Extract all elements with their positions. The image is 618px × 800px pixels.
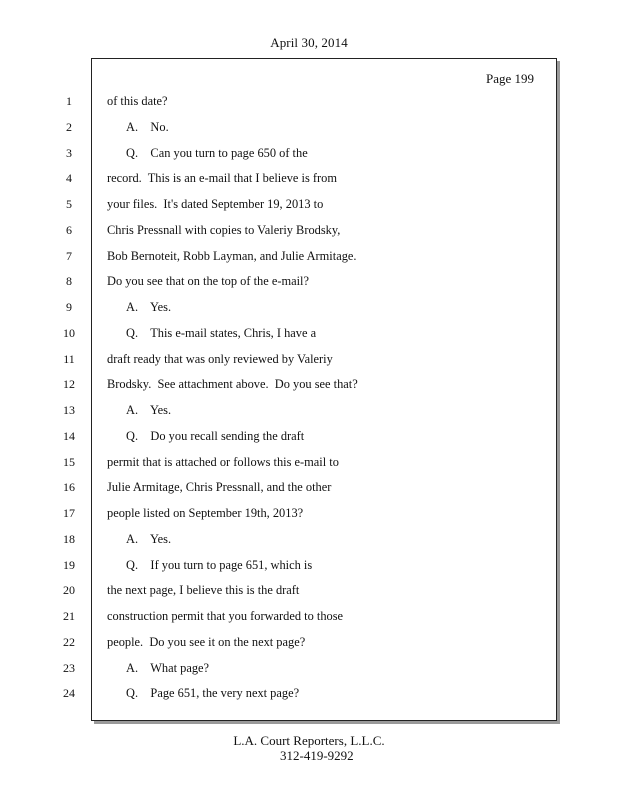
line-number: 20 xyxy=(63,583,75,598)
transcript-line: Brodsky. See attachment above. Do you see that? xyxy=(107,377,358,392)
line-number: 19 xyxy=(63,557,75,572)
line-number: 3 xyxy=(66,145,72,160)
line-number: 14 xyxy=(63,428,75,443)
transcript-line: Chris Pressnall with copies to Valeriy Brodsky, xyxy=(107,222,341,237)
transcript-line: draft ready that was only reviewed by Valeriy xyxy=(107,351,333,366)
transcript-line: Q. Do you recall sending the draft xyxy=(126,428,305,443)
transcript-line: people. Do you see it on the next page? xyxy=(107,634,306,649)
transcript-line: A. Yes. xyxy=(126,300,172,314)
transcript-line: record. This is an e-mail that I believe is from xyxy=(107,171,337,186)
line-number: 17 xyxy=(63,506,75,520)
line-number: 7 xyxy=(66,248,72,263)
transcript-line: Q. Page 651, the very next page? xyxy=(126,686,300,701)
line-number: 5 xyxy=(66,197,72,211)
transcript-line: people listed on September 19th, 2013? xyxy=(107,506,304,520)
line-number: 18 xyxy=(63,531,75,546)
line-number: 9 xyxy=(66,300,72,314)
line-number: 15 xyxy=(63,454,75,469)
transcript-lines xyxy=(107,89,547,707)
line-number: 10 xyxy=(63,325,75,340)
line-number: 12 xyxy=(63,377,75,392)
transcript-line: your files. It's dated September 19, 2013 to xyxy=(107,197,324,211)
transcript-line: A. Yes. xyxy=(126,403,172,417)
transcript-line: permit that is attached or follows this e-mail to xyxy=(107,454,339,469)
transcript-date: April 30, 2014 xyxy=(270,35,348,50)
transcript-line: A. Yes. xyxy=(126,531,172,546)
transcript-line: A. No. xyxy=(126,119,169,134)
transcript-line: of this date? xyxy=(107,94,168,108)
line-number: 22 xyxy=(63,634,75,649)
line-number: 24 xyxy=(63,686,75,701)
line-number-column xyxy=(56,89,82,707)
transcript-line: Q. This e-mail states, Chris, I have a xyxy=(126,325,317,340)
line-number: 8 xyxy=(66,274,72,289)
line-number: 11 xyxy=(63,351,75,366)
line-number: 6 xyxy=(66,222,72,237)
line-number: 2 xyxy=(66,119,72,134)
transcript-line: Q. Can you turn to page 650 of the xyxy=(126,145,308,160)
line-number: 13 xyxy=(63,403,75,417)
transcript-line: Do you see that on the top of the e-mail? xyxy=(107,274,309,289)
transcript-line: Q. If you turn to page 651, which is xyxy=(126,557,313,572)
transcript-line: Julie Armitage, Chris Pressnall, and the other xyxy=(107,480,332,495)
reporter-company: L.A. Court Reporters, L.L.C. xyxy=(233,733,385,748)
transcript-line: construction permit that you forwarded to those xyxy=(107,609,344,623)
line-number: 16 xyxy=(63,480,75,495)
line-number: 21 xyxy=(63,609,75,623)
reporter-phone: 312-419-9292 xyxy=(280,748,354,763)
page-number: Page 199 xyxy=(485,71,534,86)
transcript-line: the next page, I believe this is the draft xyxy=(107,583,300,598)
transcript-line: Bob Bernoteit, Robb Layman, and Julie Armitage. xyxy=(107,248,357,263)
transcript-line: A. What page? xyxy=(126,660,210,675)
line-number: 23 xyxy=(63,660,75,675)
line-number: 4 xyxy=(66,171,72,186)
line-number: 1 xyxy=(66,94,72,108)
